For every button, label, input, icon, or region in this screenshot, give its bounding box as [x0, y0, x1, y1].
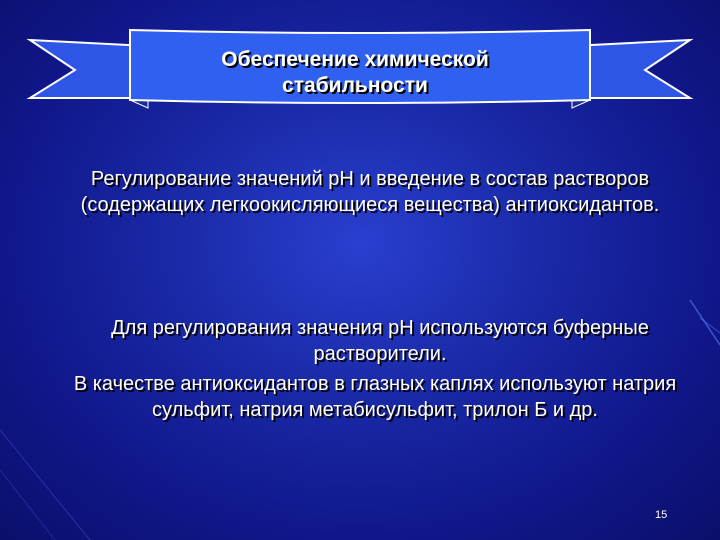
page-number: 15: [655, 509, 668, 521]
paragraph-buffer-solvents: Для регулирования значения рН используются буферные растворители.: [111, 317, 649, 365]
paragraph-antioxidants: В качестве антиоксидантов в глазных каплях используют натрия сульфит, натрия метабисульфит, трилон Б и др.: [73, 373, 677, 421]
title-line-2: стабильности: [282, 74, 428, 97]
paragraph-ph-regulation: Регулирование значений рН и введение в состав растворов (содержащих легкоокисляющиеся вещества) антиоксидантов.: [80, 168, 660, 216]
slide-title: [150, 38, 560, 108]
title-line-1: Обеспечение химической: [221, 48, 489, 71]
